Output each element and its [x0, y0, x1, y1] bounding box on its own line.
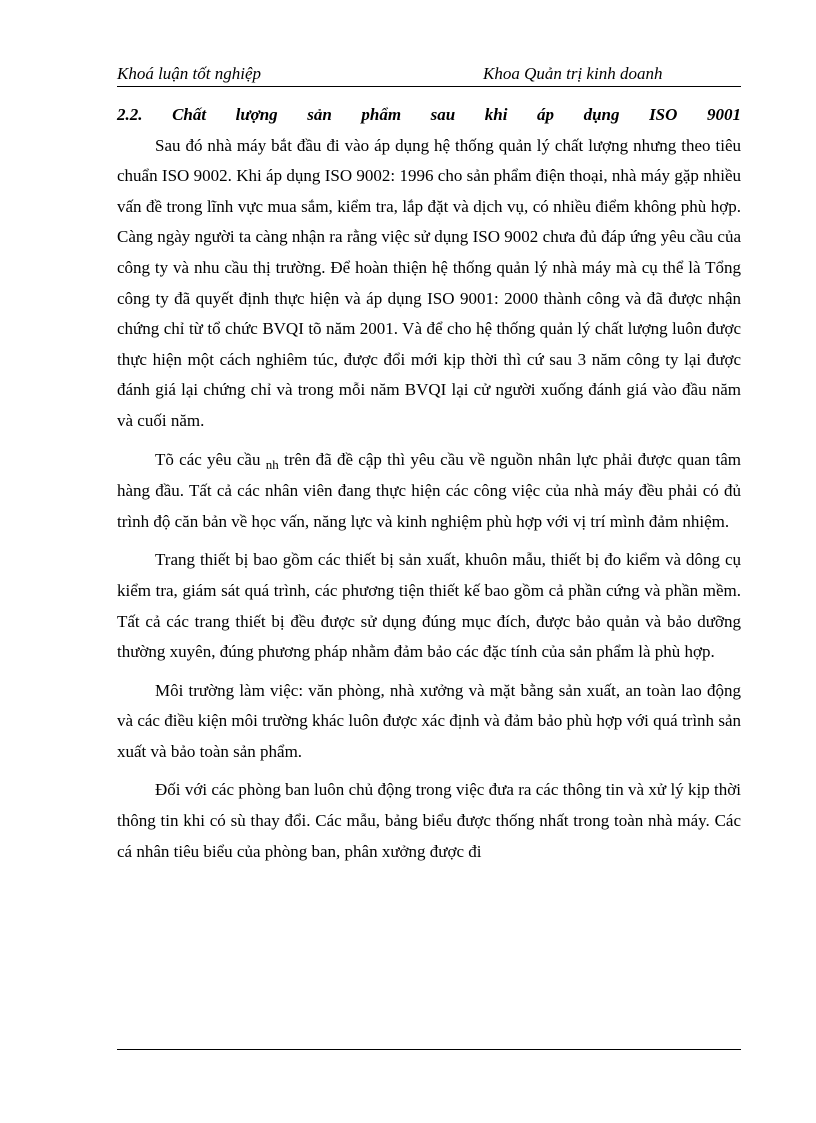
paragraph-iso-adoption: Sau đó nhà máy bắt đầu đi vào áp dụng hệ thống quản lý chất lượng nhưng theo tiêu chuẩn ISO 9002. Khi áp dụng ISO 9002: 1996 cho sản phẩm điện thoại, nhà máy gặp nhiều vấn đề trong lĩnh vực mua sắm, kiểm tra, lắp đặt và dịch vụ, có nhiều điểm không phù hợp. Càng ngày người ta càng nhận ra rằng việc sử dụng ISO 9002 chưa đủ đáp ứng yêu cầu của công ty và nhu cầu thị trường. Để hoàn thiện hệ thống quản lý nhà máy mà cụ thể là Tổng công ty đã quyết định thực hiện và áp dụng ISO 9001: 2000 thành công và đã được nhận chứng chỉ từ tổ chức BVQI tõ năm 2001. Và để cho hệ thống quản lý chất lượng luôn được thực hiện một cách nghiêm túc, được đổi mới kịp thời thì cứ sau 3 năm công ty lại được đánh giá lại chứng chỉ và trong mỗi năm BVQI lại cử người xuống đánh giá vào đầu năm và cuối năm.: [117, 135, 741, 430]
stray-subscript-text: nh: [265, 456, 279, 472]
paragraph-human-resources-rest: trên đã đề cập thì yêu cầu về nguồn nhân lực phải được quan tâm hàng đầu. Tất cả các nhân viên đang thực hiện các công việc của nhà máy đều phải có đủ trình độ căn bản về học vấn, năng lực và kinh nghiệm phù hợp với vị trí mình đảm nhiệm.: [117, 449, 741, 531]
paragraph-human-resources-start: Tõ các yêu cầu: [155, 449, 261, 469]
page-header: [117, 62, 741, 87]
section-heading: 2.2. Chất lượng sản phẩm sau khi áp dụng ISO 9001: [117, 105, 741, 124]
footer-rule: [117, 1049, 741, 1050]
paragraph-equipment: Trang thiết bị bao gồm các thiết bị sản xuất, khuôn mẫu, thiết bị đo kiểm và dông cụ kiểm tra, giám sát quá trình, các phương tiện thiết kế bao gồm cả phần cứng và phần mềm. Tất cả các trang thiết bị đều được sử dụng đúng mục đích, được bảo quản và bảo dưỡng thường xuyên, đúng phương pháp nhằm đảm bảo các đặc tính của sản phẩm là phù hợp.: [117, 550, 741, 662]
paragraph-departments: Đối với các phòng ban luôn chủ động trong việc đưa ra các thông tin và xử lý kịp thời thông tin khi có sù thay đổi. Các mẫu, bảng biểu được thống nhất trong toàn nhà máy. Các cá nhân tiêu biểu của phòng ban, phân xưởng được đi: [117, 780, 741, 861]
header-faculty-label: Khoa Quản trị kinh doanh: [483, 64, 663, 83]
paragraph-work-environment: Môi trường làm việc: văn phòng, nhà xưởng và mặt bằng sản xuất, an toàn lao động và các điều kiện môi trường khác luôn được xác định và đảm bảo phù hợp với quá trình sản xuất và bảo toàn sản phẩm.: [117, 680, 741, 761]
header-thesis-label: Khoá luận tốt nghiệp: [117, 64, 262, 83]
paragraph-human-resources: [117, 445, 741, 538]
document-body: [117, 100, 741, 867]
